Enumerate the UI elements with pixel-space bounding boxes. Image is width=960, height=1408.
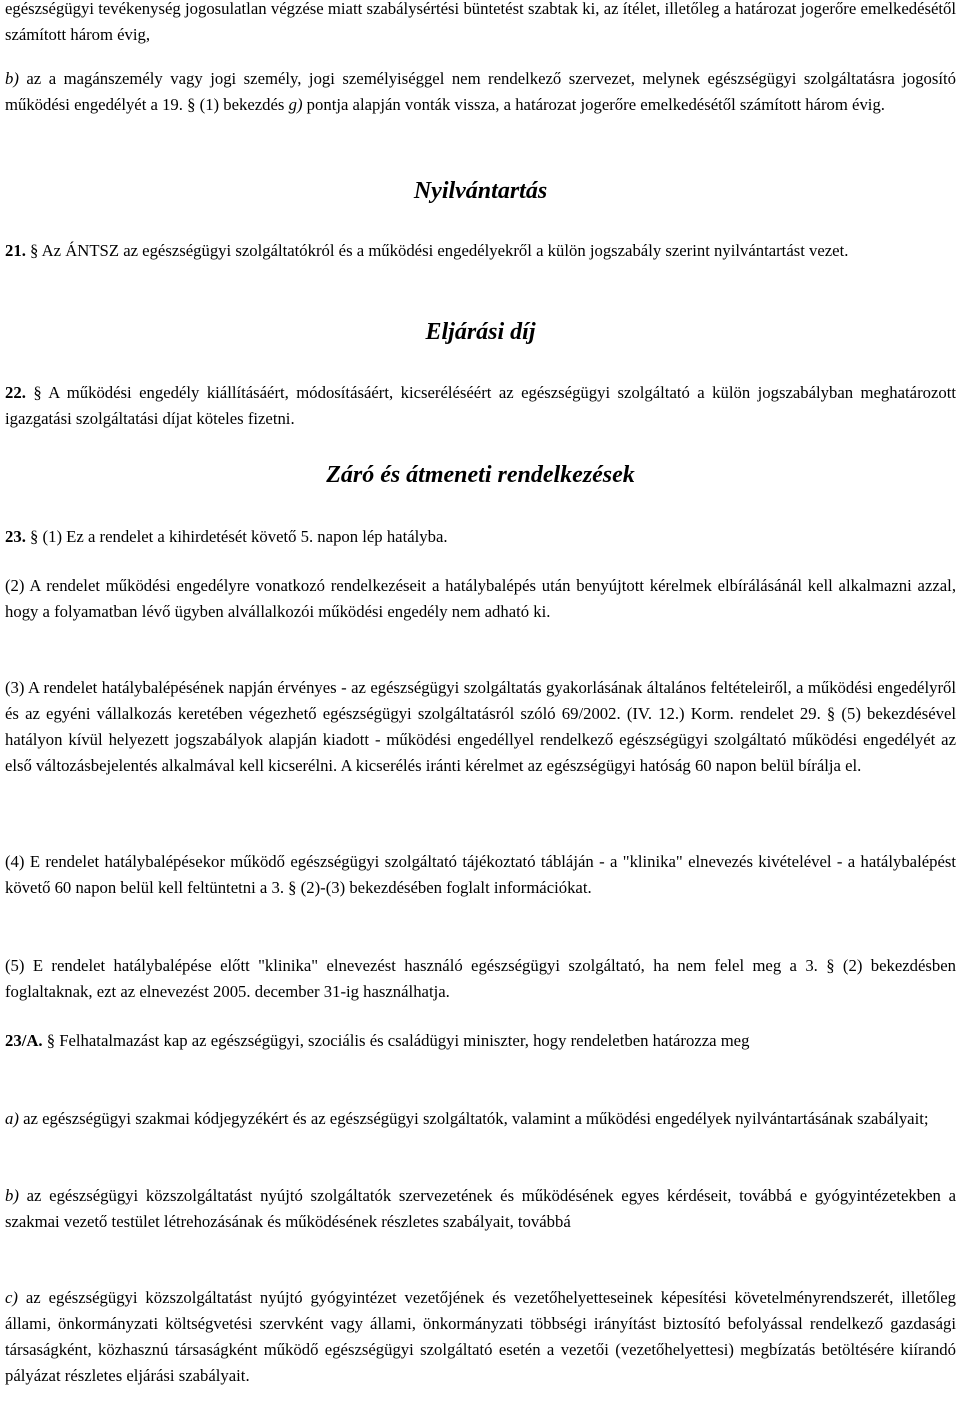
paragraph-ineligibility-b [5, 66, 956, 118]
paragraph-text: az egészségügyi közszolgáltatást nyújtó szolgáltatók szervezetének és működésének egyes kérdéseit, továbbá e gyógyintézetekben a szakmai vezető testület létrehozásának és működésének részletes szabályait, továbbá [5, 1186, 956, 1231]
paragraph-23-2 [5, 573, 956, 625]
section-heading-zaro: Záró és átmeneti rendelkezések [326, 462, 635, 488]
section-heading-nyilvantartas: Nyilvántartás [413, 178, 548, 204]
paragraph-23-4 [5, 849, 956, 901]
paragraph-text: § A működési engedély kiállításáért, módosításáért, kicseréléséért az egészségügyi szolgáltató a külön jogszabályban meghatározott igazgatási szolgáltatási díjat köteles fizetni. [5, 383, 956, 428]
paragraph-text: (3) A rendelet hatálybalépésének napján érvényes - az egészségügyi szolgáltatás gyakorlásának általános feltételeiről, a működési engedélyről és az egyéni vállalkozás keretében végezhető egészségügyi szolgáltatásról szóló 69/2002. (IV. 12.) Korm. rendelet 29. § (5) bekezdésével hatályon kívül helyezett jogszabályok alapján kiadott - működési engedéllyel rendelkező egészségügyi szolgáltató működési engedélyét az első változásbejelentés alkalmával kell kicserélni. A kicserélés iránti kérelmet az egészségügyi hatóság 60 napon belül bírálja el. [5, 678, 956, 775]
section-number: 21. [5, 241, 26, 260]
list-marker: a) [5, 1109, 19, 1128]
section-number: 23/A. [5, 1031, 43, 1050]
paragraph-text: az egészségügyi szakmai kódjegyzékért és az egészségügyi szolgáltatók, valamint a működési engedélyek nyilvántartásának szabályait; [18, 1109, 929, 1128]
point-reference: g) [288, 95, 303, 114]
section-heading-eljarasi-dij: Eljárási díj [425, 319, 536, 345]
section-number: 22. [5, 383, 26, 402]
paragraph-text: pontja alapján vonták vissza, a határozat jogerőre emelkedésétől számított három évig. [302, 95, 885, 114]
paragraph-text: az egészségügyi közszolgáltatást nyújtó gyógyintézet vezetőjének és vezetőhelyetteseinek képesítési követelményrendszerét, illetőleg állami, önkormányzati költségvetési szervként vagy állami, önkormányzati többségi irányítást biztosító befolyással rendelkező gazdasági társaságként, közhasznú társaságként működő egészségügyi szolgáltató esetén a vezetői (vezetőhelyettesi) megbízatás betöltésére kiírandó pályázat részletes eljárási szabályait. [5, 1288, 956, 1385]
paragraph-ineligibility-a [5, 0, 956, 48]
paragraph-text: az a magánszemély vagy jogi személy, jogi személyiséggel nem rendelkező szervezet, melynek egészségügyi szolgáltatásra jogosító működési engedélyét a 19. § (1) bekezdés [5, 69, 956, 114]
paragraph-text: (4) E rendelet hatálybalépésekor működő egészségügyi szolgáltató tájékoztató tábláján - a "klinika" elnevezés kivételével - a hatálybalépést követő 60 napon belül kell feltüntetni a 3. § (2)-(3) bekezdésében foglalt információkat. [5, 852, 956, 897]
paragraph-23-3 [5, 675, 956, 779]
paragraph-23a-b [5, 1183, 956, 1235]
paragraph-text: (2) A rendelet működési engedélyre vonatkozó rendelkezéseit a hatálybalépés után benyújtott kérelmek elbírálásánál kell alkalmazni azzal, hogy a folyamatban lévő ügyben alvállalkozói működési engedély nem adható ki. [5, 576, 956, 621]
paragraph-text: § Az ÁNTSZ az egészségügyi szolgáltatókról és a működési engedélyekről a külön jogszabály szerint nyilvántartást vezet. [25, 241, 849, 260]
paragraph-text: § (1) Ez a rendelet a kihirdetését követő 5. napon lép hatályba. [25, 527, 448, 546]
paragraph-text: § Felhatalmazást kap az egészségügyi, szociális és családügyi miniszter, hogy rendeletben határozza meg [42, 1031, 750, 1050]
paragraph-22 [5, 380, 956, 432]
paragraph-text: egészségügyi tevékenység jogosulatlan végzése miatt szabálysértési büntetést szabtak ki, az ítélet, illetőleg a határozat jogerőre emelkedésétől számított három évig, [5, 0, 956, 44]
section-number: 23. [5, 527, 26, 546]
paragraph-23a-a [5, 1106, 956, 1132]
paragraph-23a-c [5, 1285, 956, 1389]
list-marker: b) [5, 1186, 19, 1205]
paragraph-23-5 [5, 953, 956, 1005]
list-marker: b) [5, 69, 19, 88]
paragraph-text: (5) E rendelet hatálybalépése előtt "klinika" elnevezést használó egészségügyi szolgáltató, ha nem felel meg a 3. § (2) bekezdésben foglaltaknak, ezt az elnevezést 2005. december 31-ig használhatja. [5, 956, 956, 1001]
paragraph-23-1 [5, 524, 956, 550]
paragraph-21 [5, 238, 956, 264]
list-marker: c) [5, 1288, 18, 1307]
paragraph-23a [5, 1028, 956, 1054]
